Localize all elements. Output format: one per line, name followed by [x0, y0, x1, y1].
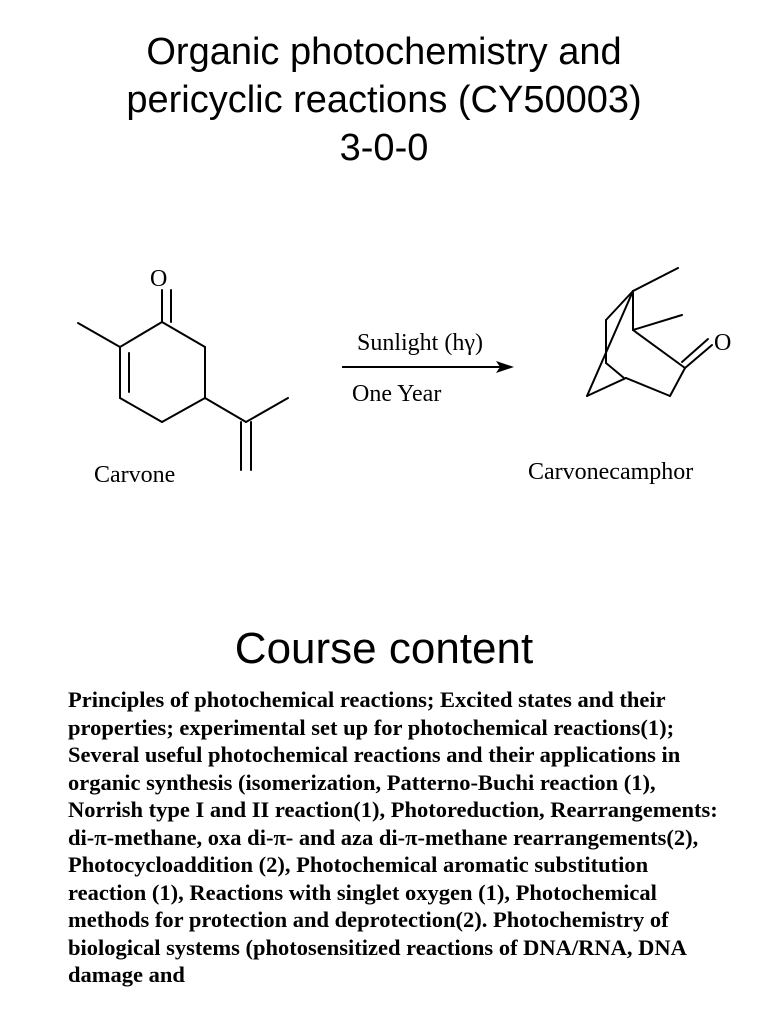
reactant-name: Carvone	[94, 462, 176, 488]
reaction-arrow	[342, 361, 514, 373]
reactant-oxygen-label: O	[150, 266, 168, 292]
product-oxygen-label: O	[714, 330, 732, 356]
title-line-2: pericyclic reactions (CY50003)	[126, 79, 642, 121]
carvone-structure	[78, 290, 288, 470]
course-content-heading: Course content	[234, 624, 534, 673]
product-name: Carvonecamphor	[528, 459, 694, 485]
reaction-condition-above: Sunlight (hγ)	[357, 330, 483, 356]
title-line-1: Organic photochemistry and	[146, 31, 622, 73]
title-line-3: 3-0-0	[339, 127, 429, 169]
carvonecamphor-structure	[587, 268, 712, 396]
slide-title	[0, 28, 768, 172]
course-content-text: Principles of photochemical reactions; Excited states and their properties; experimental set up for photochemical reactions(1); Several useful photochemical reactions and their applications in organic synthesis (isomerization, Patterno-Buchi reaction (1), Norrish type I and II reaction(1), Photoreduction, Rearrangements: di-π-methane, oxa di-π- and aza di-π-methane rearrangements(2), Photocycloaddition (2), Photochemical aromatic substitution reaction (1), Reactions with singlet oxygen (1), Photochemical methods for protection and deprotection(2). Photochemistry of biological systems (photosensitized reactions of DNA/RNA, DNA damage and	[68, 687, 718, 987]
reaction-condition-below: One Year	[352, 381, 442, 407]
reaction-scheme	[0, 250, 768, 500]
